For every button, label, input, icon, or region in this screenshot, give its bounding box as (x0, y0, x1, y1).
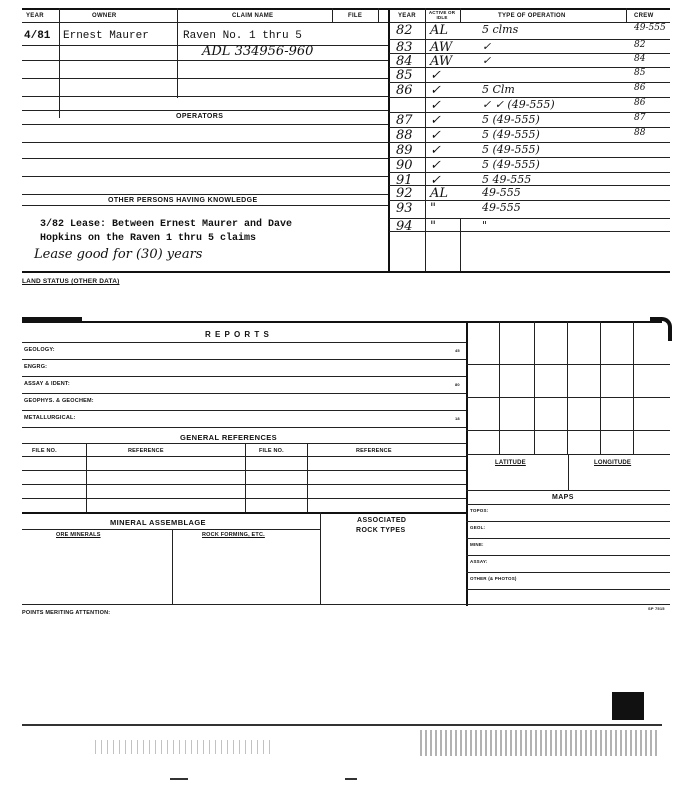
header-type-of-operation: TYPE OF OPERATION (498, 13, 566, 19)
owner-name: Ernest Maurer (63, 30, 149, 42)
latitude-label: LATITUDE (495, 460, 526, 466)
report-row-number: 45 (455, 348, 460, 353)
grid-col-line (567, 321, 568, 454)
ops-type: 49-555 (482, 186, 521, 199)
form-number: SP 7515 (648, 606, 665, 611)
top-border (22, 8, 670, 10)
row-line (22, 110, 388, 111)
col-line (332, 8, 333, 22)
row-line (22, 205, 388, 206)
ops-active: ✓ (430, 68, 441, 83)
col-line (460, 8, 461, 22)
header-claim-name: CLAIM NAME (232, 13, 274, 19)
ops-active: ✓ (430, 143, 441, 158)
col-line (388, 8, 390, 272)
ops-type: 5 Clm (482, 83, 515, 96)
ops-year: 83 (396, 40, 413, 55)
reports-title: R E P O R T S (205, 330, 270, 339)
ops-type: ✓ (482, 54, 492, 67)
row-line (22, 78, 388, 79)
ops-type: 5 (49-555) (482, 113, 540, 126)
ops-year: 93 (396, 201, 413, 216)
col-line (568, 454, 569, 490)
rule (22, 443, 466, 444)
land-status-label: LAND STATUS (OTHER DATA) (22, 278, 120, 285)
rule (22, 484, 466, 485)
scan-noise (95, 740, 275, 754)
ops-active: ✓ (430, 158, 441, 173)
ops-type: 5 clms (482, 23, 519, 36)
ops-year: 85 (396, 68, 413, 83)
maps-row-line (466, 589, 670, 590)
grid-col-line (534, 321, 535, 454)
col-line (59, 8, 60, 118)
ref-col-file-1: FILE NO. (32, 448, 57, 454)
rule (466, 504, 670, 505)
report-row-label: GEOLOGY: (24, 347, 55, 353)
ops-active: " (430, 219, 436, 234)
ops-year: 88 (396, 128, 413, 143)
row-line (22, 176, 388, 177)
rule (22, 512, 466, 514)
ref-col-ref-2: REFERENCE (356, 448, 392, 454)
col-line (425, 8, 426, 22)
grid-row-line (466, 430, 670, 431)
ops-crew: 82 (634, 40, 646, 50)
ops-col-line (460, 218, 461, 271)
header-rule (22, 22, 670, 23)
header-year: YEAR (26, 13, 44, 19)
maps-row-label: ASSAY: (470, 559, 488, 564)
ops-active: ✓ (430, 83, 441, 98)
ops-active: ✓ (430, 128, 441, 143)
assoc-label-2: ROCK TYPES (356, 527, 406, 534)
col-line (172, 529, 173, 604)
rule (22, 470, 466, 471)
report-row-label: ENGRG: (24, 364, 48, 370)
rock-forming-label: ROCK FORMING, ETC. (202, 532, 265, 538)
rule (22, 604, 670, 605)
ops-year: 87 (396, 113, 413, 128)
ops-active: AL (430, 23, 449, 38)
ops-active: ✓ (430, 113, 441, 128)
maps-row-line (466, 521, 670, 522)
header-year-ops: YEAR (398, 13, 416, 19)
other-persons-label: OTHER PERSONS HAVING KNOWLEDGE (108, 197, 258, 204)
grid-col-line (600, 321, 601, 454)
ops-type: 5 (49-555) (482, 143, 540, 156)
general-refs-title: GENERAL REFERENCES (180, 433, 278, 442)
row-line (22, 124, 388, 125)
header-crew: CREW (634, 13, 654, 19)
maps-row-label: MINE: (470, 542, 484, 547)
reports-top-border (22, 321, 662, 323)
ops-active: AL (430, 186, 449, 201)
header-active-idle: ACTIVE OR IDLE (428, 10, 456, 20)
ops-active: ✓ (430, 173, 441, 188)
maps-row-label: OTHER (& PHOTOS) (470, 576, 517, 581)
mineral-title: MINERAL ASSEMBLAGE (110, 518, 206, 527)
scan-mark (170, 778, 188, 780)
ops-year: 92 (396, 186, 413, 201)
report-row-line (22, 427, 466, 428)
maps-row-label: TOPOS: (470, 508, 489, 513)
ops-type: " (482, 219, 488, 232)
claim-name: Raven No. 1 thru 5 (183, 30, 302, 42)
ops-active: AW (430, 54, 453, 69)
ops-crew: 86 (634, 98, 646, 108)
maps-row-line (466, 538, 670, 539)
ops-type: 5 (49-555) (482, 128, 540, 141)
ops-crew: 86 (634, 83, 646, 93)
lease-line-2: Hopkins on the Raven 1 thru 5 claims (40, 233, 257, 244)
report-row-number: 80 (455, 382, 460, 387)
row-line (22, 194, 388, 195)
grid-col-line (633, 321, 634, 454)
longitude-label: LONGITUDE (594, 460, 632, 466)
points-meriting-attention: POINTS MERITING ATTENTION: (22, 610, 111, 616)
maps-row-label: GEOL: (470, 525, 486, 530)
scan-noise (420, 730, 660, 756)
adl-number: ADL 334956-960 (202, 44, 314, 59)
ops-active: ✓ (430, 98, 441, 113)
ops-year: 90 (396, 158, 413, 173)
scan-mark (345, 778, 357, 780)
ops-crew: 49-555 (634, 23, 666, 33)
col-line (320, 512, 321, 604)
header-owner: OWNER (92, 13, 117, 19)
rule (22, 498, 466, 499)
col-line (86, 443, 87, 513)
owner-year: 4/81 (24, 30, 51, 42)
report-row-line (22, 393, 466, 394)
rule (22, 529, 320, 530)
maps-row-line (466, 572, 670, 573)
col-line (378, 8, 379, 22)
report-row-number: 18 (455, 416, 460, 421)
col-line (245, 443, 246, 513)
ops-year: 89 (396, 143, 413, 158)
lease-line-3: Lease good for (30) years (34, 247, 203, 262)
ops-year: 91 (396, 173, 413, 188)
scan-mark (612, 692, 644, 720)
ops-col-line (425, 22, 426, 271)
ops-type: ✓ (482, 40, 492, 53)
ops-active: " (430, 201, 436, 216)
ops-type: 5 (49-555) (482, 158, 540, 171)
row-line (22, 142, 388, 143)
row-line (22, 158, 388, 159)
row-line (22, 60, 388, 61)
report-row-label: GEOPHYS. & GEOCHEM: (24, 398, 94, 404)
rule (466, 490, 670, 491)
report-row-label: ASSAY & IDENT: (24, 381, 70, 387)
scan-mark (650, 317, 672, 341)
ore-minerals-label: ORE MINERALS (56, 532, 101, 538)
col-line (177, 8, 178, 98)
operators-label: OPERATORS (176, 113, 224, 120)
maps-row-line (466, 555, 670, 556)
ops-crew: 85 (634, 68, 646, 78)
report-row-label: METALLURGICAL: (24, 415, 76, 421)
ops-type: ✓ ✓ (49-555) (482, 98, 555, 111)
ops-type: 5 49-555 (482, 173, 532, 186)
table-bottom-border (22, 271, 670, 273)
ops-year: 82 (396, 23, 413, 38)
reports-rule (22, 342, 466, 343)
grid-row-line (466, 364, 670, 365)
ref-col-file-2: FILE NO. (259, 448, 284, 454)
header-file: FILE (348, 13, 363, 19)
grid-col-line (499, 321, 500, 454)
rule (22, 456, 466, 457)
col-line (307, 443, 308, 513)
ref-col-ref-1: REFERENCE (128, 448, 164, 454)
scan-mark (22, 724, 662, 726)
ops-crew: 88 (634, 128, 646, 138)
maps-title: MAPS (552, 494, 574, 501)
report-row-line (22, 410, 466, 411)
ops-year: 86 (396, 83, 413, 98)
row-line (22, 96, 388, 97)
grid-row-line (466, 397, 670, 398)
ops-year: 94 (396, 219, 413, 234)
ops-type: 49-555 (482, 201, 521, 214)
lease-line-1: 3/82 Lease: Between Ernest Maurer and Dave (40, 219, 293, 230)
col-line (626, 8, 627, 22)
assoc-label-1: ASSOCIATED (357, 517, 407, 524)
ops-year: 84 (396, 54, 413, 69)
report-row-line (22, 376, 466, 377)
ops-crew: 84 (634, 54, 646, 64)
report-row-line (22, 359, 466, 360)
ops-active: AW (430, 40, 453, 55)
ops-crew: 87 (634, 113, 646, 123)
